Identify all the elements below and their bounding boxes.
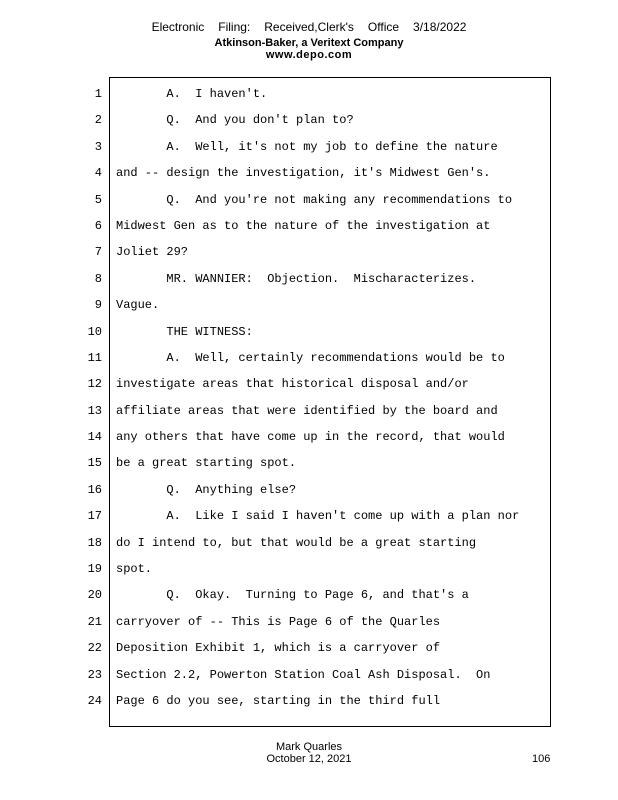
transcript-line — [0, 187, 618, 213]
line-number: 15 — [87, 456, 102, 471]
line-number: 10 — [87, 324, 102, 339]
line-number: 11 — [87, 350, 102, 365]
line-number: 6 — [94, 218, 102, 233]
line-text: A. Like I said I haven't come up with a plan nor — [116, 509, 520, 524]
line-number: 20 — [87, 588, 102, 603]
transcript-line — [0, 503, 618, 529]
line-text: A. Well, certainly recommendations would be to — [116, 350, 505, 365]
line-text: carryover of -- This is Page 6 of the Quarles — [116, 614, 441, 629]
transcript-line — [0, 424, 618, 450]
line-number: 8 — [94, 271, 102, 286]
line-number: 2 — [94, 113, 102, 128]
line-number: 18 — [87, 535, 102, 550]
filing-stamp — [0, 20, 618, 34]
transcript-line — [0, 556, 618, 582]
transcript-line — [0, 107, 618, 133]
deposition-date: October 12, 2021 — [266, 753, 352, 765]
line-text: THE WITNESS: — [116, 324, 253, 339]
line-number: 13 — [87, 403, 102, 418]
line-number: 16 — [87, 482, 102, 497]
line-number: 4 — [94, 166, 102, 181]
transcript-line — [0, 398, 618, 424]
line-text: Q. Okay. Turning to Page 6, and that's a — [116, 588, 469, 603]
line-text: Midwest Gen as to the nature of the investigation at — [116, 218, 491, 233]
line-number: 12 — [87, 377, 102, 392]
line-number: 9 — [94, 298, 102, 313]
line-number: 7 — [94, 245, 102, 260]
line-text: MR. WANNIER: Objection. Mischaracterizes. — [116, 271, 477, 286]
transcript-line — [0, 609, 618, 635]
line-text: Q. And you don't plan to? — [116, 113, 354, 128]
line-text: Vague. — [116, 298, 160, 313]
transcript-line — [0, 371, 618, 397]
transcript-line — [0, 81, 618, 107]
line-number: 22 — [87, 641, 102, 656]
filing-stamp-date: 3/18/2022 — [413, 20, 467, 34]
transcript-line — [0, 582, 618, 608]
transcript-line — [0, 266, 618, 292]
line-text: A. Well, it's not my job to define the nature — [116, 139, 498, 154]
company-name: Atkinson-Baker, a Veritext Company — [214, 37, 404, 49]
transcript-line — [0, 160, 618, 186]
line-number: 21 — [87, 614, 102, 629]
line-text: and -- design the investigation, it's Midwest Gen's. — [116, 166, 491, 181]
transcript-line — [0, 319, 618, 345]
line-text: be a great starting spot. — [116, 456, 297, 471]
line-text: Deposition Exhibit 1, which is a carryover of — [116, 641, 441, 656]
company-website: www.depo.com — [265, 49, 353, 61]
transcript-line — [0, 477, 618, 503]
filing-stamp-word-2: Filing: — [218, 20, 251, 34]
transcript-line — [0, 662, 618, 688]
transcript-line — [0, 635, 618, 661]
filing-stamp-word-4: Office — [367, 20, 400, 34]
line-number: 23 — [87, 667, 102, 682]
line-number: 3 — [94, 139, 102, 154]
witness-name: Mark Quarles — [275, 741, 343, 753]
filing-stamp-word-1: Electronic — [151, 20, 205, 34]
line-text: do I intend to, but that would be a great starting — [116, 535, 477, 550]
line-number: 1 — [94, 87, 102, 101]
transcript-line — [0, 345, 618, 371]
line-text: any others that have come up in the record, that would — [116, 430, 505, 445]
line-number: 14 — [87, 430, 102, 445]
line-number: 24 — [87, 693, 102, 708]
line-text: A. I haven't. — [116, 87, 268, 101]
transcript-line — [0, 213, 618, 239]
transcript-line — [0, 134, 618, 160]
page-number: 106 — [532, 753, 551, 765]
transcript-line — [0, 688, 618, 714]
transcript-lines — [0, 81, 618, 714]
transcript-line — [0, 292, 618, 318]
line-text: Q. Anything else? — [116, 482, 297, 497]
line-text: investigate areas that historical disposal and/or — [116, 377, 469, 392]
line-number: 17 — [87, 509, 102, 524]
transcript-line — [0, 450, 618, 476]
line-text: affiliate areas that were identified by the board and — [116, 403, 498, 418]
transcript-line — [0, 239, 618, 265]
line-text: Page 6 do you see, starting in the third full — [116, 693, 441, 708]
line-number: 19 — [87, 562, 102, 577]
line-text: spot. — [116, 562, 153, 577]
filing-stamp-word-3: Received,Clerk's — [264, 20, 354, 34]
line-text: Joliet 29? — [116, 245, 189, 260]
line-number: 5 — [94, 192, 102, 207]
transcript-line — [0, 530, 618, 556]
line-text: Section 2.2, Powerton Station Coal Ash Disposal. On — [116, 667, 491, 682]
line-text: Q. And you're not making any recommendations to — [116, 192, 513, 207]
